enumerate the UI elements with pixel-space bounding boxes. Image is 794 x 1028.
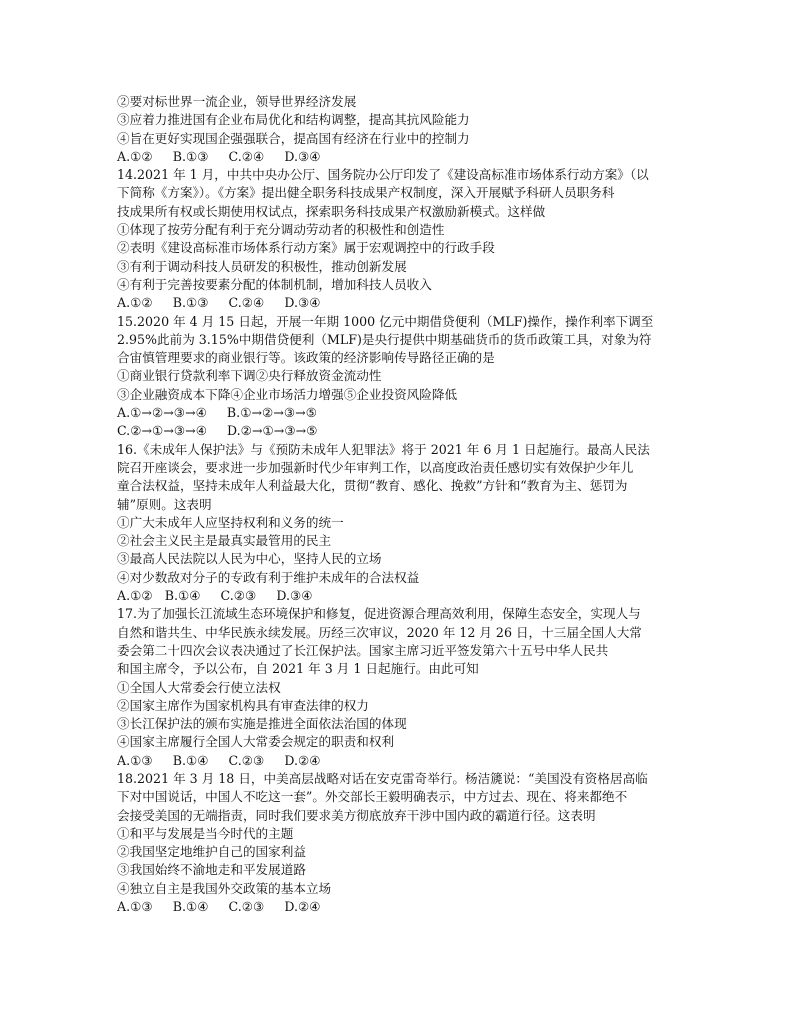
option-statement: ②要对标世界一流企业，领导世界经济发展 (117, 94, 357, 109)
text-line: 辅”原则。这表明 (117, 496, 212, 512)
option-statement: ③长江保护法的颁布实施是推进全面依法治国的体现 (117, 716, 407, 732)
text-line: 下对中国说话，中国人不吃这一套”。外交部长王毅明确表示，中方过去、现在、将来都绝不 (117, 789, 628, 805)
answer-choices: A.①③ B.①④ C.②③ D.②④ (117, 752, 321, 768)
question-stem-line: 2.95%此前为 3.15%中期借贷便利（MLF)是央行提供中期基础货币的货币政策工具，对象为符 (117, 331, 652, 347)
option-statement: ①广大未成年人应坚持权利和义务的统一 (117, 514, 344, 530)
option-statement: ④独立自主是我国外交政策的基本立场 (117, 880, 332, 896)
answer-choices: A.①② B.①③ C.②④ D.③④ (117, 295, 321, 311)
option-statement: ①体现了按劳分配有利于充分调动劳动者的积极性和创造性 (117, 222, 445, 238)
option-statement: ①商业银行贷款利率下调②央行释放资金流动性 (117, 368, 382, 384)
answer-choices: A.①② B.①③ C.②④ D.③④ (117, 148, 321, 164)
text-line: 童合法权益，坚持未成年人利益最大化，贯彻“教育、感化、挽救”方针和“教育为主、惩罚为 (117, 478, 628, 494)
question-stem-line: 15.2020 年 4 月 15 日起，开展一年期 1000 亿元中期借贷便利（MLF)操作，操作利率下调至 (117, 313, 654, 329)
option-statement: ④对少数敌对分子的专政有利于维护未成年的合法权益 (117, 569, 420, 585)
text-line: 院召开座谈会，要求进一步加强新时代少年审判工作，以高度政治责任感切实有效保护少年儿 (117, 459, 634, 475)
option-statement: ②我国坚定地维护自己的国家利益 (117, 844, 306, 860)
option-statement: ②社会主义民主是最真实最管用的民主 (117, 533, 332, 549)
option-statement: ③企业融资成本下降④企业市场活力增强⑤企业投资风险降低 (117, 386, 458, 402)
text-line: 委会第二十四次会议表决通过了长江保护法。国家主席习近平签发第六十五号中华人民共 (117, 642, 609, 658)
answer-choices: A.①→②→③→④ B.①→②→③→⑤ (117, 405, 318, 421)
option-statement: ③我国始终不渝地走和平发展道路 (117, 862, 306, 878)
text-line: 技成果所有权或长期使用权试点，探索职务科技成果产权激励新模式。这样做 (117, 203, 546, 219)
text-line: 自然和谐共生、中华民族永续发展。历经三次审议，2020 年 12 月 26 日，十三届全国人大常 (117, 624, 642, 640)
option-statement: ①和平与发展是当今时代的主题 (117, 825, 294, 841)
text-line: 下简称《方案》）。《方案》提出健全职务科技成果产权制度，深入开展赋予科研人员职务科 (117, 185, 615, 201)
question-stem-line: 17.为了加强长江流域生态环境保护和修复，促进资源合理高效利用，保障生态安全，实现人与 (117, 606, 641, 622)
answer-choices: C.②→①→③→④ D.②→①→③→⑤ (117, 423, 318, 439)
option-statement: ④旨在更好实现国企强强联合，提高国有经济在行业中的控制力 (117, 130, 470, 146)
exam-text-body (117, 93, 687, 916)
option-statement: ②表明《建设高标准市场体系行动方案》属于宏观调控中的行政手段 (117, 240, 495, 256)
option-statement: ④国家主席履行全国人大常委会规定的职责和权利 (117, 734, 395, 750)
answer-choices: A.①③ B.①④ C.②③ D.②④ (117, 899, 321, 915)
option-statement: ④有利于完善按要素分配的体制机制，增加科技人员收入 (117, 276, 432, 292)
text-line: 会接受美国的无端指责，同时我们要求美方彻底放弃干涉中国内政的霸道行径。这表明 (117, 807, 596, 823)
text-line: 合宙慎管理要求的商业银行等。该政策的经济影响传导路径正确的是 (117, 350, 495, 366)
option-statement: ③最高人民法院以人民为中心，坚持人民的立场 (117, 551, 382, 567)
question-stem-line: 18.2021 年 3 月 18 日，中美高层战略对话在安克雷奇举行。杨洁篪说：“美国没有资格居高临 (117, 770, 648, 786)
option-statement: ②国家主席作为国家机构具有审查法律的权力 (117, 697, 369, 713)
question-stem-line: 14.2021 年 1 月，中共中央办公厅、国务院办公厅印发了《建设高标准市场体系行动方案》（以 (117, 167, 649, 183)
option-statement: ①全国人大常委会行使立法权 (117, 679, 281, 695)
question-stem-line: 16.《未成年人保护法》与《预防未成年人犯罪法》将于 2021 年 6 月 1 日起施行。最高人民法 (117, 441, 650, 457)
text-line: 和国主席令，予以公布，自 2021 年 3 月 1 日起施行。由此可知 (117, 661, 479, 677)
option-statement: ③有利于调动科技人员研发的积极性，推动创新发展 (117, 258, 407, 274)
option-statement: ③应着力推进国有企业布局优化和结构调整，提高其抗风险能力 (117, 112, 470, 128)
answer-choices: A.①② B.①④ C.②③ D.③④ (117, 588, 313, 604)
